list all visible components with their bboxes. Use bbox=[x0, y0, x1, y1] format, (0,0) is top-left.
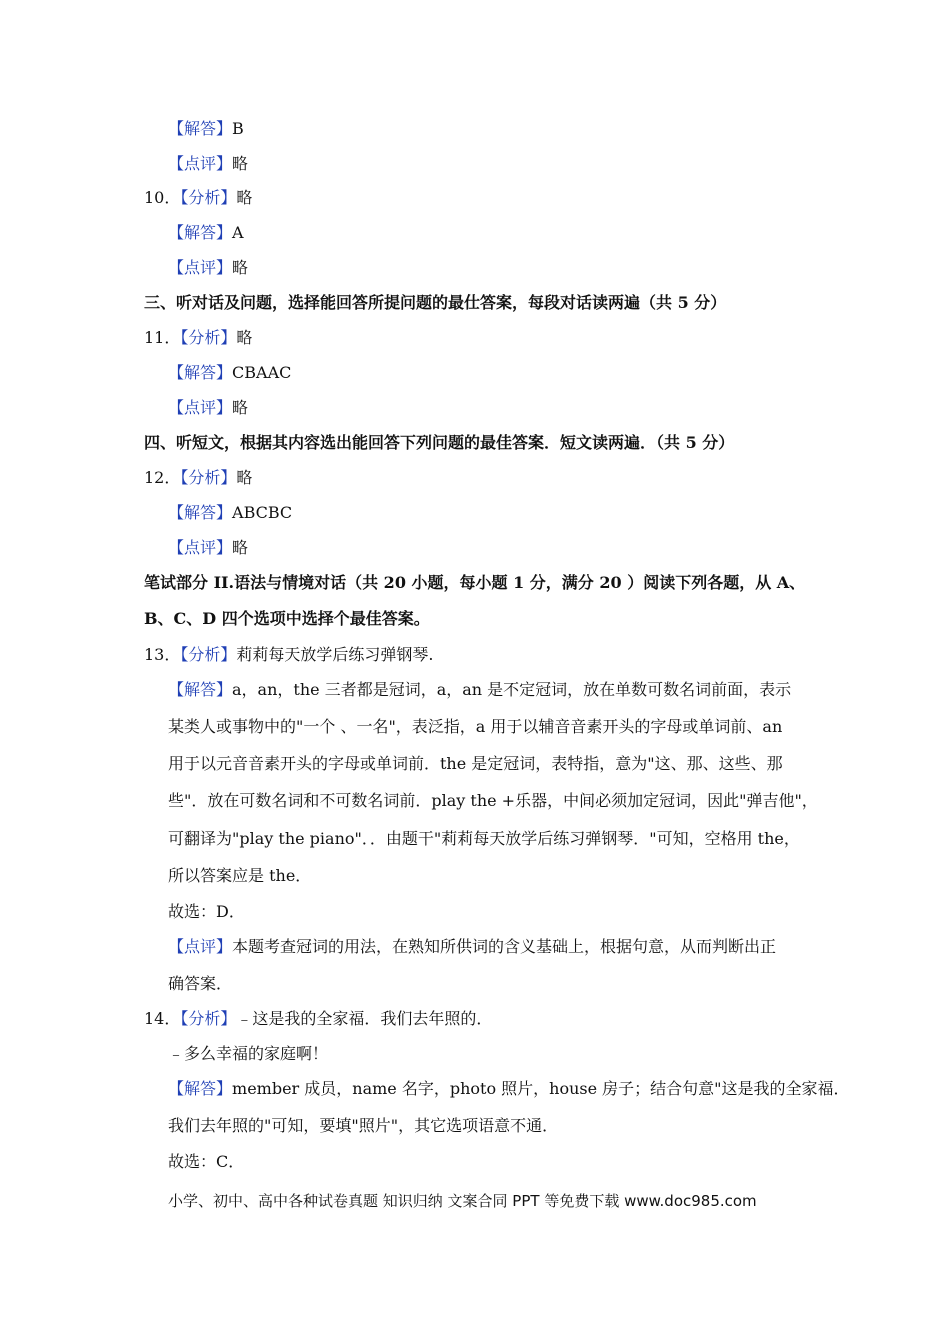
q13-answer-text-1: a，an，the 三者都是冠词，a，an 是不定冠词，放在单数可数名词前面，表示 bbox=[232, 680, 792, 699]
q10-comment-line bbox=[168, 257, 248, 279]
q13-analysis: 莉莉每天放学后练习弹钢琴. bbox=[236, 645, 434, 664]
answer-label: 【解答】 bbox=[168, 1079, 233, 1098]
answer-label: 【解答】 bbox=[168, 119, 233, 138]
q14-choice: 故选：C． bbox=[168, 1152, 245, 1171]
q14-answer-line-2: 我们去年照的"可知，要填"照片"，其它选项语意不通． bbox=[168, 1116, 559, 1135]
q11-comment-line bbox=[168, 397, 248, 419]
q13-answer-line-5: 可翻译为"play the piano"．．由题干"莉莉每天放学后练习弹钢琴．"可知，空格用 the， bbox=[168, 829, 800, 848]
q12-analysis-line bbox=[144, 467, 252, 489]
analysis-label: 【分析】 bbox=[180, 328, 237, 347]
q12-answer: ABCBC bbox=[232, 503, 293, 522]
q9-comment-line bbox=[168, 153, 248, 175]
section-4-title: 四、听短文，根据其内容选出能回答下列问题的最佳答案．短文读两遍．（共 5 分） bbox=[144, 433, 735, 452]
analysis-label: 【分析】 bbox=[180, 1009, 237, 1028]
q10-number: 10． bbox=[144, 188, 181, 207]
analysis-label: 【分析】 bbox=[180, 188, 237, 207]
q10-comment: 略 bbox=[232, 258, 249, 277]
q13-answer-line-2: 某类人或事物中的"一个 、一名"，表泛指，a 用于以辅音音素开头的字母或单词前、an bbox=[168, 717, 783, 736]
q13-answer-line-4: 些"．放在可数名词和不可数名词前．play the +乐器，中间必须加定冠词，因此"弹吉他"， bbox=[168, 791, 818, 810]
q12-answer-line bbox=[168, 502, 292, 524]
answer-label: 【解答】 bbox=[168, 363, 233, 382]
answer-label: 【解答】 bbox=[168, 503, 233, 522]
section-5-title-line-1: 笔试部分 II.语法与情境对话（共 20 小题，每小题 1 分，满分 20 ）阅读下列各题，从 A、 bbox=[144, 573, 806, 592]
q14-answer-text-1: member 成员，name 名字，photo 照片，house 房子；结合句意"这是我的全家福． bbox=[232, 1079, 850, 1098]
q12-comment: 略 bbox=[232, 538, 249, 557]
q9-answer-line bbox=[168, 118, 244, 140]
q14-analysis: ﹣这是我的全家福．我们去年照的． bbox=[236, 1009, 493, 1028]
q11-analysis: 略 bbox=[236, 328, 253, 347]
q9-comment: 略 bbox=[232, 154, 249, 173]
q13-comment-line-1 bbox=[168, 936, 776, 958]
comment-label: 【点评】 bbox=[168, 154, 233, 173]
q11-analysis-line bbox=[144, 327, 252, 349]
q11-answer-line bbox=[168, 362, 291, 384]
comment-label: 【点评】 bbox=[168, 258, 233, 277]
q11-answer: CBAAC bbox=[232, 363, 292, 382]
q13-analysis-line bbox=[144, 644, 433, 666]
q10-analysis-line bbox=[144, 187, 252, 209]
q12-number: 12． bbox=[144, 468, 181, 487]
answer-label: 【解答】 bbox=[168, 223, 233, 242]
q14-number: 14． bbox=[144, 1009, 181, 1028]
q13-answer-line-1 bbox=[168, 679, 791, 701]
q13-comment-line-2: 确答案． bbox=[168, 974, 233, 993]
q13-answer-line-3: 用于以元音音素开头的字母或单词前．the 是定冠词，表特指，意为"这、那、这些、那 bbox=[168, 754, 783, 773]
q11-comment: 略 bbox=[232, 398, 249, 417]
q10-analysis: 略 bbox=[236, 188, 253, 207]
q11-number: 11． bbox=[144, 328, 181, 347]
analysis-label: 【分析】 bbox=[180, 645, 237, 664]
q13-answer-line-6: 所以答案应是 the． bbox=[168, 866, 312, 885]
section-5-title-line-2: B、C、D 四个选项中选择个最佳答案。 bbox=[144, 609, 430, 628]
q14-analysis-line bbox=[144, 1008, 492, 1030]
answer-label: 【解答】 bbox=[168, 680, 233, 699]
q13-number: 13． bbox=[144, 645, 181, 664]
q13-choice: 故选：D． bbox=[168, 902, 245, 921]
q10-answer-line bbox=[168, 222, 244, 244]
q12-analysis: 略 bbox=[236, 468, 253, 487]
q14-analysis-line-2: ﹣多么幸福的家庭啊！ bbox=[168, 1044, 329, 1063]
q13-comment-text-1: 本题考查冠词的用法，在熟知所供词的含义基础上，根据句意，从而判断出正 bbox=[232, 937, 777, 956]
analysis-label: 【分析】 bbox=[180, 468, 237, 487]
q10-answer: A bbox=[232, 223, 244, 242]
comment-label: 【点评】 bbox=[168, 937, 233, 956]
q9-answer: B bbox=[232, 119, 244, 138]
section-3-title: 三、听对话及问题，选择能回答所提问题的最仕答案，每段对话读两遍（共 5 分） bbox=[144, 293, 727, 312]
page-footer: 小学、初中、高中各种试卷真题 知识归纳 文案合同 PPT 等免费下载 www.doc985.com bbox=[168, 1192, 757, 1210]
comment-label: 【点评】 bbox=[168, 398, 233, 417]
q14-answer-line-1 bbox=[168, 1078, 850, 1100]
comment-label: 【点评】 bbox=[168, 538, 233, 557]
q12-comment-line bbox=[168, 537, 248, 559]
